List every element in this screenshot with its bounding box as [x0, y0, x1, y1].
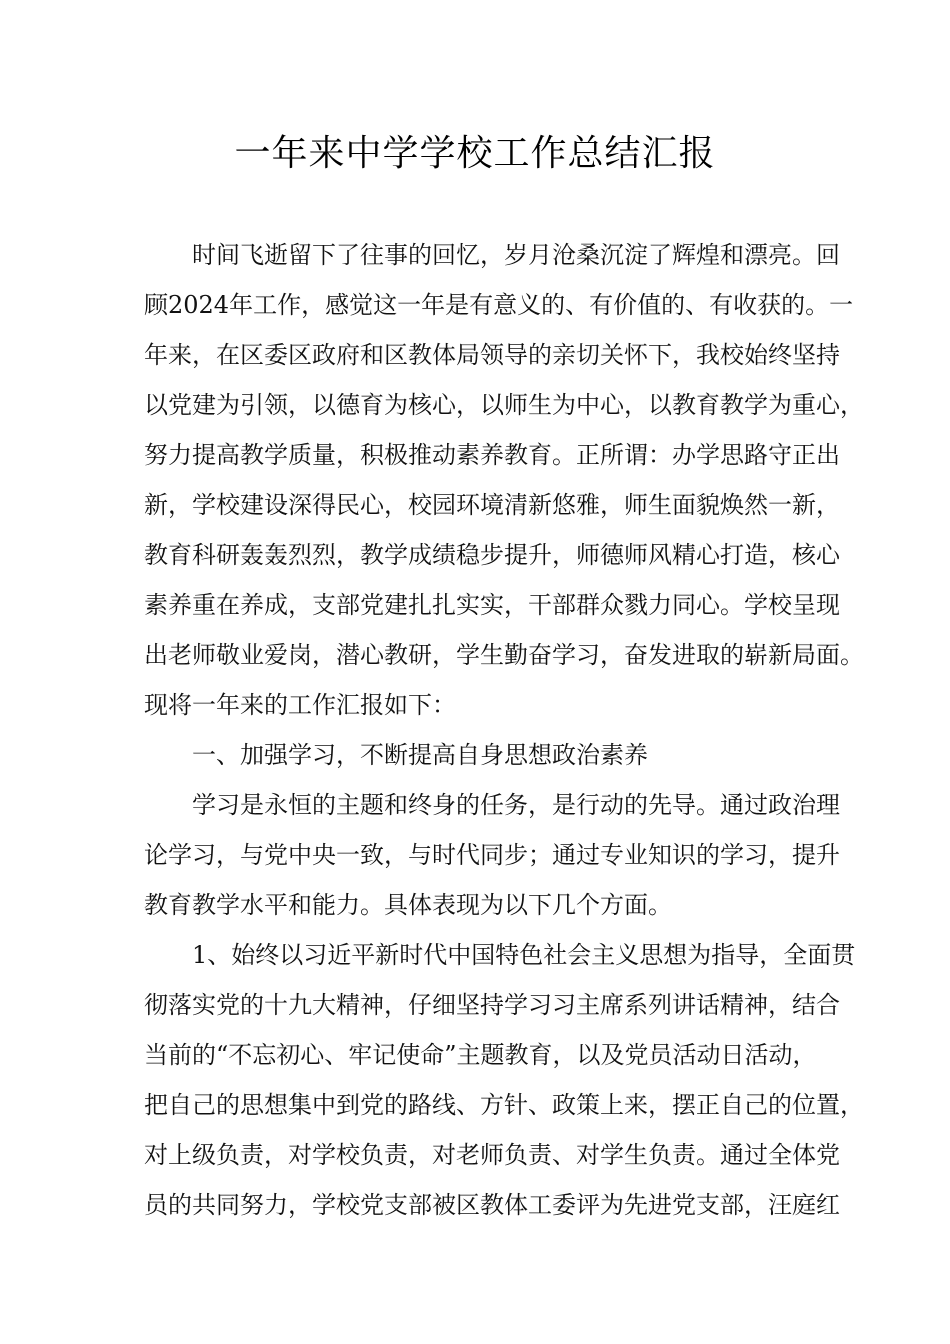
paragraph-line: 时间飞逝留下了往事的回忆，岁月沧桑沉淀了辉煌和漂亮。回: [192, 241, 840, 269]
section-heading: 一、加强学习，不断提高自身思想政治素养: [192, 741, 648, 769]
paragraph-line: 彻落实党的十九大精神，仔细坚持学习习主席系列讲话精神，结合: [144, 991, 840, 1019]
paragraph-line: 员的共同努力，学校党支部被区教体工委评为先进党支部，汪庭红: [144, 1191, 840, 1219]
paragraph-line: 教育科研轰轰烈烈，教学成绩稳步提升，师德师风精心打造，核心: [144, 541, 840, 569]
document-title: 一年来中学学校工作总结汇报: [234, 133, 716, 174]
paragraph-line: 以党建为引领，以德育为核心，以师生为中心，以教育教学为重心，: [144, 391, 864, 419]
document-body: [144, 230, 864, 1230]
paragraph-line: 学习是永恒的主题和终身的任务，是行动的先导。通过政治理: [192, 791, 840, 819]
paragraph-line: 顾2024年工作，感觉这一年是有意义的、有价值的、有收获的。一: [144, 291, 854, 319]
paragraph-line: 素养重在养成，支部党建扎扎实实，干部群众戮力同心。学校呈现: [144, 591, 840, 619]
paragraph-line: 教育教学水平和能力。具体表现为以下几个方面。: [144, 891, 672, 919]
paragraph-line: 年来，在区委区政府和区教体局领导的亲切关怀下，我校始终坚持: [144, 341, 840, 369]
paragraph-line: 把自己的思想集中到党的路线、方针、政策上来，摆正自己的位置，: [144, 1091, 864, 1119]
paragraph-line: 现将一年来的工作汇报如下：: [144, 691, 456, 719]
paragraph-line: 论学习，与党中央一致，与时代同步；通过专业知识的学习，提升: [144, 841, 840, 869]
paragraph-line: 1、始终以习近平新时代中国特色社会主义思想为指导，全面贯: [192, 941, 856, 969]
paragraph-line: 努力提高教学质量，积极推动素养教育。正所谓：办学思路守正出: [144, 441, 840, 469]
paragraph-line: 出老师敬业爱岗，潜心教研，学生勤奋学习，奋发进取的崭新局面。: [144, 641, 864, 669]
paragraph-line: 对上级负责，对学校负责，对老师负责、对学生负责。通过全体党: [144, 1141, 840, 1169]
paragraph-line: 当前的“不忘初心、牢记使命”主题教育，以及党员活动日活动，: [144, 1041, 817, 1069]
paragraph-line: 新，学校建设深得民心，校园环境清新悠雅，师生面貌焕然一新，: [144, 491, 840, 519]
